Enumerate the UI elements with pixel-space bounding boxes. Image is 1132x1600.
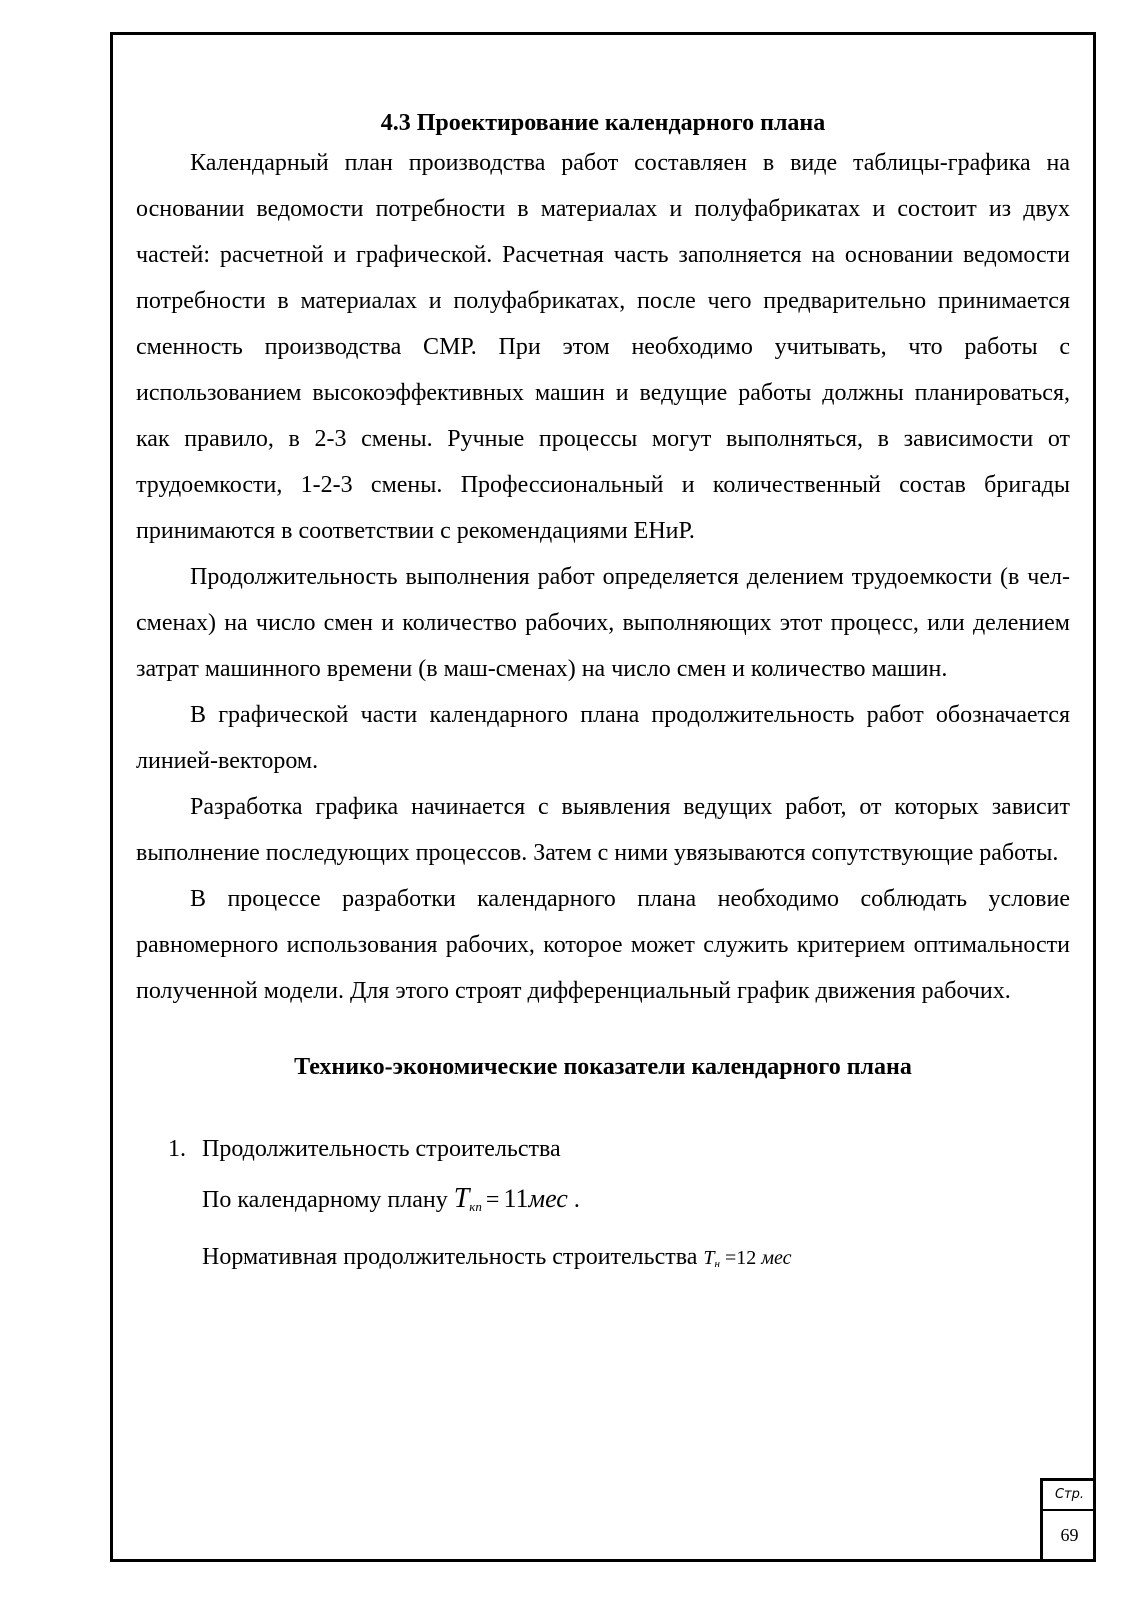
formula-trail: . xyxy=(573,1187,580,1213)
normative-duration-line xyxy=(136,1232,1070,1289)
section-title: 4.3 Проектирование календарного плана xyxy=(380,110,826,136)
formula-subscript: н xyxy=(714,1258,721,1270)
formula-value: 11 xyxy=(503,1184,529,1213)
formula-subscript: кп xyxy=(469,1199,482,1214)
stamp-label: Стр. xyxy=(1043,1481,1096,1511)
formula-equals: = xyxy=(725,1247,737,1269)
paragraph-1: Календарный план производства работ составляен в виде таблицы-графика на основании ведомости потребности в материалах и полуфабрикатах и состоит из двух частей: расчетной и графической. Расчетная часть заполняется на основании ведомости потребности в материалах и полуфабрикатах, после чего предварительно принимается сменность производства СМР. При этом необходимо учитывать, что работы с использованием высокоэффективных машин и ведущие работы должны планироваться, как правило, в 2-3 смены. Ручные процессы могут выполняться, в зависимости от трудоемкости, 1-2-3 смены. Профессиональный и количественный состав бригады принимаются в соответствии с рекомендациями ЕНиР. xyxy=(136,150,1070,544)
paragraph-5: В процессе разработки календарного плана необходимо соблюдать условие равномерного использования рабочих, которое может служить критерием оптимальности полученной модели. Для этого строят дифференциальный график движения рабочих. xyxy=(136,886,1070,1004)
normative-duration-label: Нормативная продолжительность строительства xyxy=(202,1244,698,1270)
calendar-plan-duration-formula xyxy=(453,1183,574,1214)
paragraph-2: Продолжительность выполнения работ определяется делением трудоемкости (в чел-сменах) на число смен и количество рабочих, выполняющих этот процесс, или делением затрат машинного времени (в маш-сменах) на число смен и количество машин. xyxy=(136,564,1070,682)
formula-symbol: T xyxy=(453,1183,470,1214)
list-item xyxy=(136,1124,1070,1174)
formula-unit: мес xyxy=(761,1247,792,1269)
page-number: 69 xyxy=(1060,1525,1079,1545)
formula-unit: мес xyxy=(528,1184,568,1213)
formula-equals: = xyxy=(485,1187,500,1213)
list-item-text: Продолжительность строительства xyxy=(202,1136,561,1162)
page-stamp xyxy=(1040,1478,1096,1562)
indicators-list xyxy=(136,1124,1070,1289)
formula-symbol: T xyxy=(703,1247,715,1269)
normative-duration-formula xyxy=(703,1247,791,1269)
document-body xyxy=(136,106,1070,1289)
formula-value: 12 xyxy=(736,1247,757,1269)
paragraph-4: Разработка графика начинается с выявления ведущих работ, от которых зависит выполнение последующих процессов. Затем с ними увязываются сопутствующие работы. xyxy=(136,794,1070,866)
paragraph-3: В графической части календарного плана продолжительность работ обозначается линией-вектором. xyxy=(136,702,1070,774)
indicators-subtitle: Технико-экономические показатели календарного плана xyxy=(294,1054,912,1080)
calendar-plan-duration-label: По календарному плану xyxy=(202,1187,448,1213)
calendar-plan-duration-line xyxy=(136,1174,1070,1232)
list-item-number: 1. xyxy=(168,1136,186,1162)
